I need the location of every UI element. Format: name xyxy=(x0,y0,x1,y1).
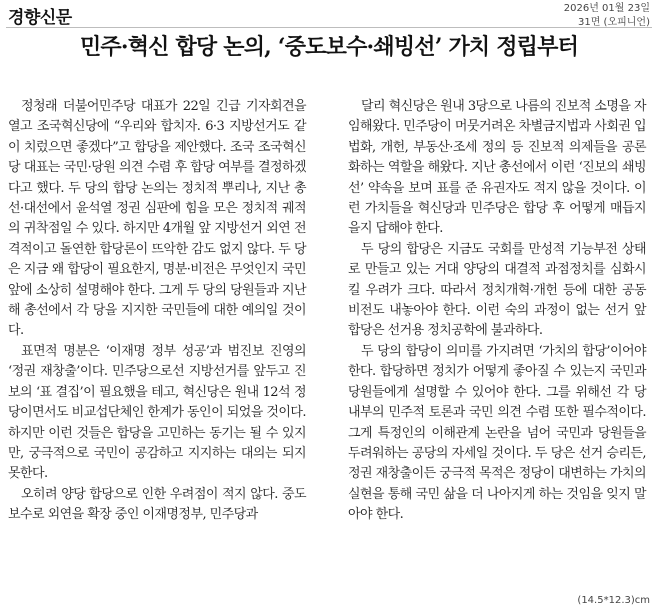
paragraph: 정청래 더불어민주당 대표가 22일 긴급 기자회견을 열고 조국혁신당에 “우리와 합치자. 6·3 지방선거도 같이 치렀으면 좋겠다”고 합당을 제안했다. 조국 조국혁신당 대표는 국민·당원 의견 수렴 후 합당 여부를 결정하겠다고 했다. 두 당의 합당 논의는 정치적 뿌리나, 지난 총선·대선에서 윤석열 정권 심판에 힘을 모은 정치적 궤적의 귀착점일 수 있다. 하지만 4개월 앞 지방선거 외연 전격적이고 돌연한 합당론이 뜨악한 감도 없지 않다. 두 당은 지금 왜 합당이 필요한지, 명분·비전은 무엇인지 국민 앞에 소상히 설명해야 한다. 그게 두 당의 당원들과 지난해 총선에서 각 당을 지지한 국민들에 대한 예의일 것이다. xyxy=(8,99,306,339)
article-column-right xyxy=(348,97,646,526)
paragraph: 표면적 명분은 ‘이재명 정부 성공’과 범진보 진영의 ‘정권 재창출’이다. 민주당으로선 지방선거를 앞두고 진보의 ‘표 결집’이 필요했을 테고, 혁신당은 원내 12석 정당이면서도 비교섭단체인 한계가 동인이 되었을 것이다. 하지만 이런 것들은 합당을 고민하는 동기는 될 수 있지만, 궁극적으로 국민이 공감하고 지지하는 대의는 되지 못한다. xyxy=(8,343,306,482)
paragraph: 두 당의 합당이 의미를 가지려면 ‘가치의 합당’이어야 한다. 합당하면 정치가 어떻게 좋아질 수 있는지 국민과 당원들에게 설명할 수 있어야 한다. 그를 위해선 각 당 내부의 민주적 토론과 국민 의견 수렴 또한 필수적이다. 그게 특정인의 이해관계 논란을 넘어 국민과 당원들을 두려워하는 공당의 자세일 것이다. 두 당은 선거 승리든, 정권 재창출이든 궁극적 목적은 정당이 대변하는 가치의 실현을 통해 국민 삶을 더 나아지게 하는 것임을 잊지 말아야 한다. xyxy=(348,343,646,523)
page-section: 31면 (오피니언) xyxy=(577,17,650,28)
paragraph: 오히려 양당 합당으로 인한 우려점이 적지 않다. 중도보수로 외연을 확장 중인 이재명정부, 민주당과 xyxy=(8,486,306,523)
masthead-logo: 경향신문 xyxy=(8,8,72,28)
paragraph: 두 당의 합당은 지금도 국회를 만성적 기능부전 상태로 만들고 있는 거대 양당의 대결적 과점정치를 심화시킬 우려가 크다. 따라서 정치개혁·개헌 등에 대한 공동 비전도 내놓아야 한다. 이런 숙의 과정이 없는 선거 앞 합당은 선거용 정치공학에 불과하다. xyxy=(348,241,646,339)
article-headline: 민주·혁신 합당 논의, ‘중도보수·쇄빙선’ 가치 정립부터 xyxy=(79,34,579,60)
article-size-note: (14.5*12.3)cm xyxy=(577,595,650,606)
publication-date: 2026년 01월 23일 xyxy=(563,3,650,14)
publication-meta xyxy=(564,2,650,30)
header-divider xyxy=(6,27,652,28)
article-column-left xyxy=(8,97,306,526)
paragraph: 달리 혁신당은 원내 3당으로 나름의 진보적 소명을 자임해왔다. 민주당이 머뭇거려온 차별금지법과 사회권 입법화, 개헌, 부동산·조세 정의 등 진보적 의제들을 공론화하는 역할을 해왔다. 지난 총선에서 이런 ‘진보의 쇄빙선’ 약속을 보며 표를 준 유권자도 적지 않을 것이다. 이런 가치들을 혁신당과 민주당은 합당 후 어떻게 매듭지을지 답해야 한다. xyxy=(348,99,646,237)
